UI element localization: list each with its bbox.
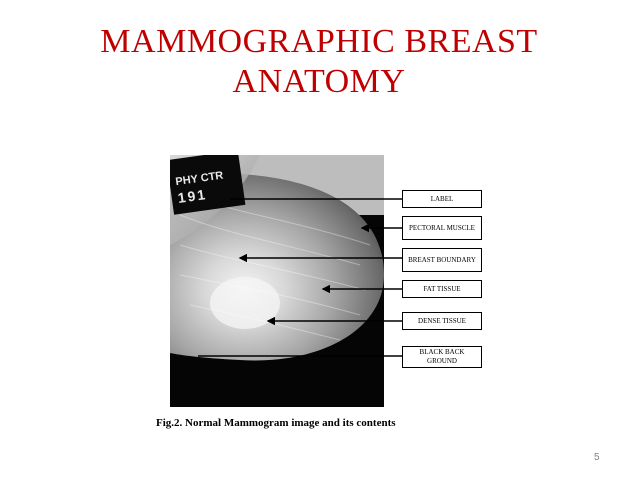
mammogram-image (170, 155, 384, 407)
callout-black-background (402, 346, 482, 368)
title-line-1: MAMMOGRAPHIC BREAST (100, 23, 538, 60)
callout-fat-tissue-text: FAT TISSUE (423, 284, 461, 293)
callout-dense-tissue-text: DENSE TISSUE (418, 316, 466, 325)
callout-pectoral-muscle-text: PECTORAL MUSCLE (409, 223, 475, 232)
slide-title (0, 22, 638, 102)
page-number: 5 (594, 452, 600, 463)
figure-caption: Fig.2. Normal Mammogram image and its contents (156, 417, 396, 429)
black-background (170, 367, 384, 407)
callout-label-text: LABEL (430, 194, 454, 203)
callout-breast-boundary (402, 248, 482, 272)
callout-breast-boundary-text: BREAST BOUNDARY (408, 255, 476, 264)
callout-label (402, 190, 482, 208)
title-line-2: ANATOMY (232, 63, 406, 100)
dense-tissue-region (210, 277, 280, 329)
callout-black-background-text: BLACK BACK GROUND (419, 348, 465, 365)
callout-pectoral-muscle (402, 216, 482, 240)
callout-dense-tissue (402, 312, 482, 330)
callout-fat-tissue (402, 280, 482, 298)
label-marker-text-bottom: 191 (176, 186, 209, 206)
mammogram-drawing (170, 155, 384, 407)
label-marker-text-top: PHY CTR (174, 169, 225, 189)
